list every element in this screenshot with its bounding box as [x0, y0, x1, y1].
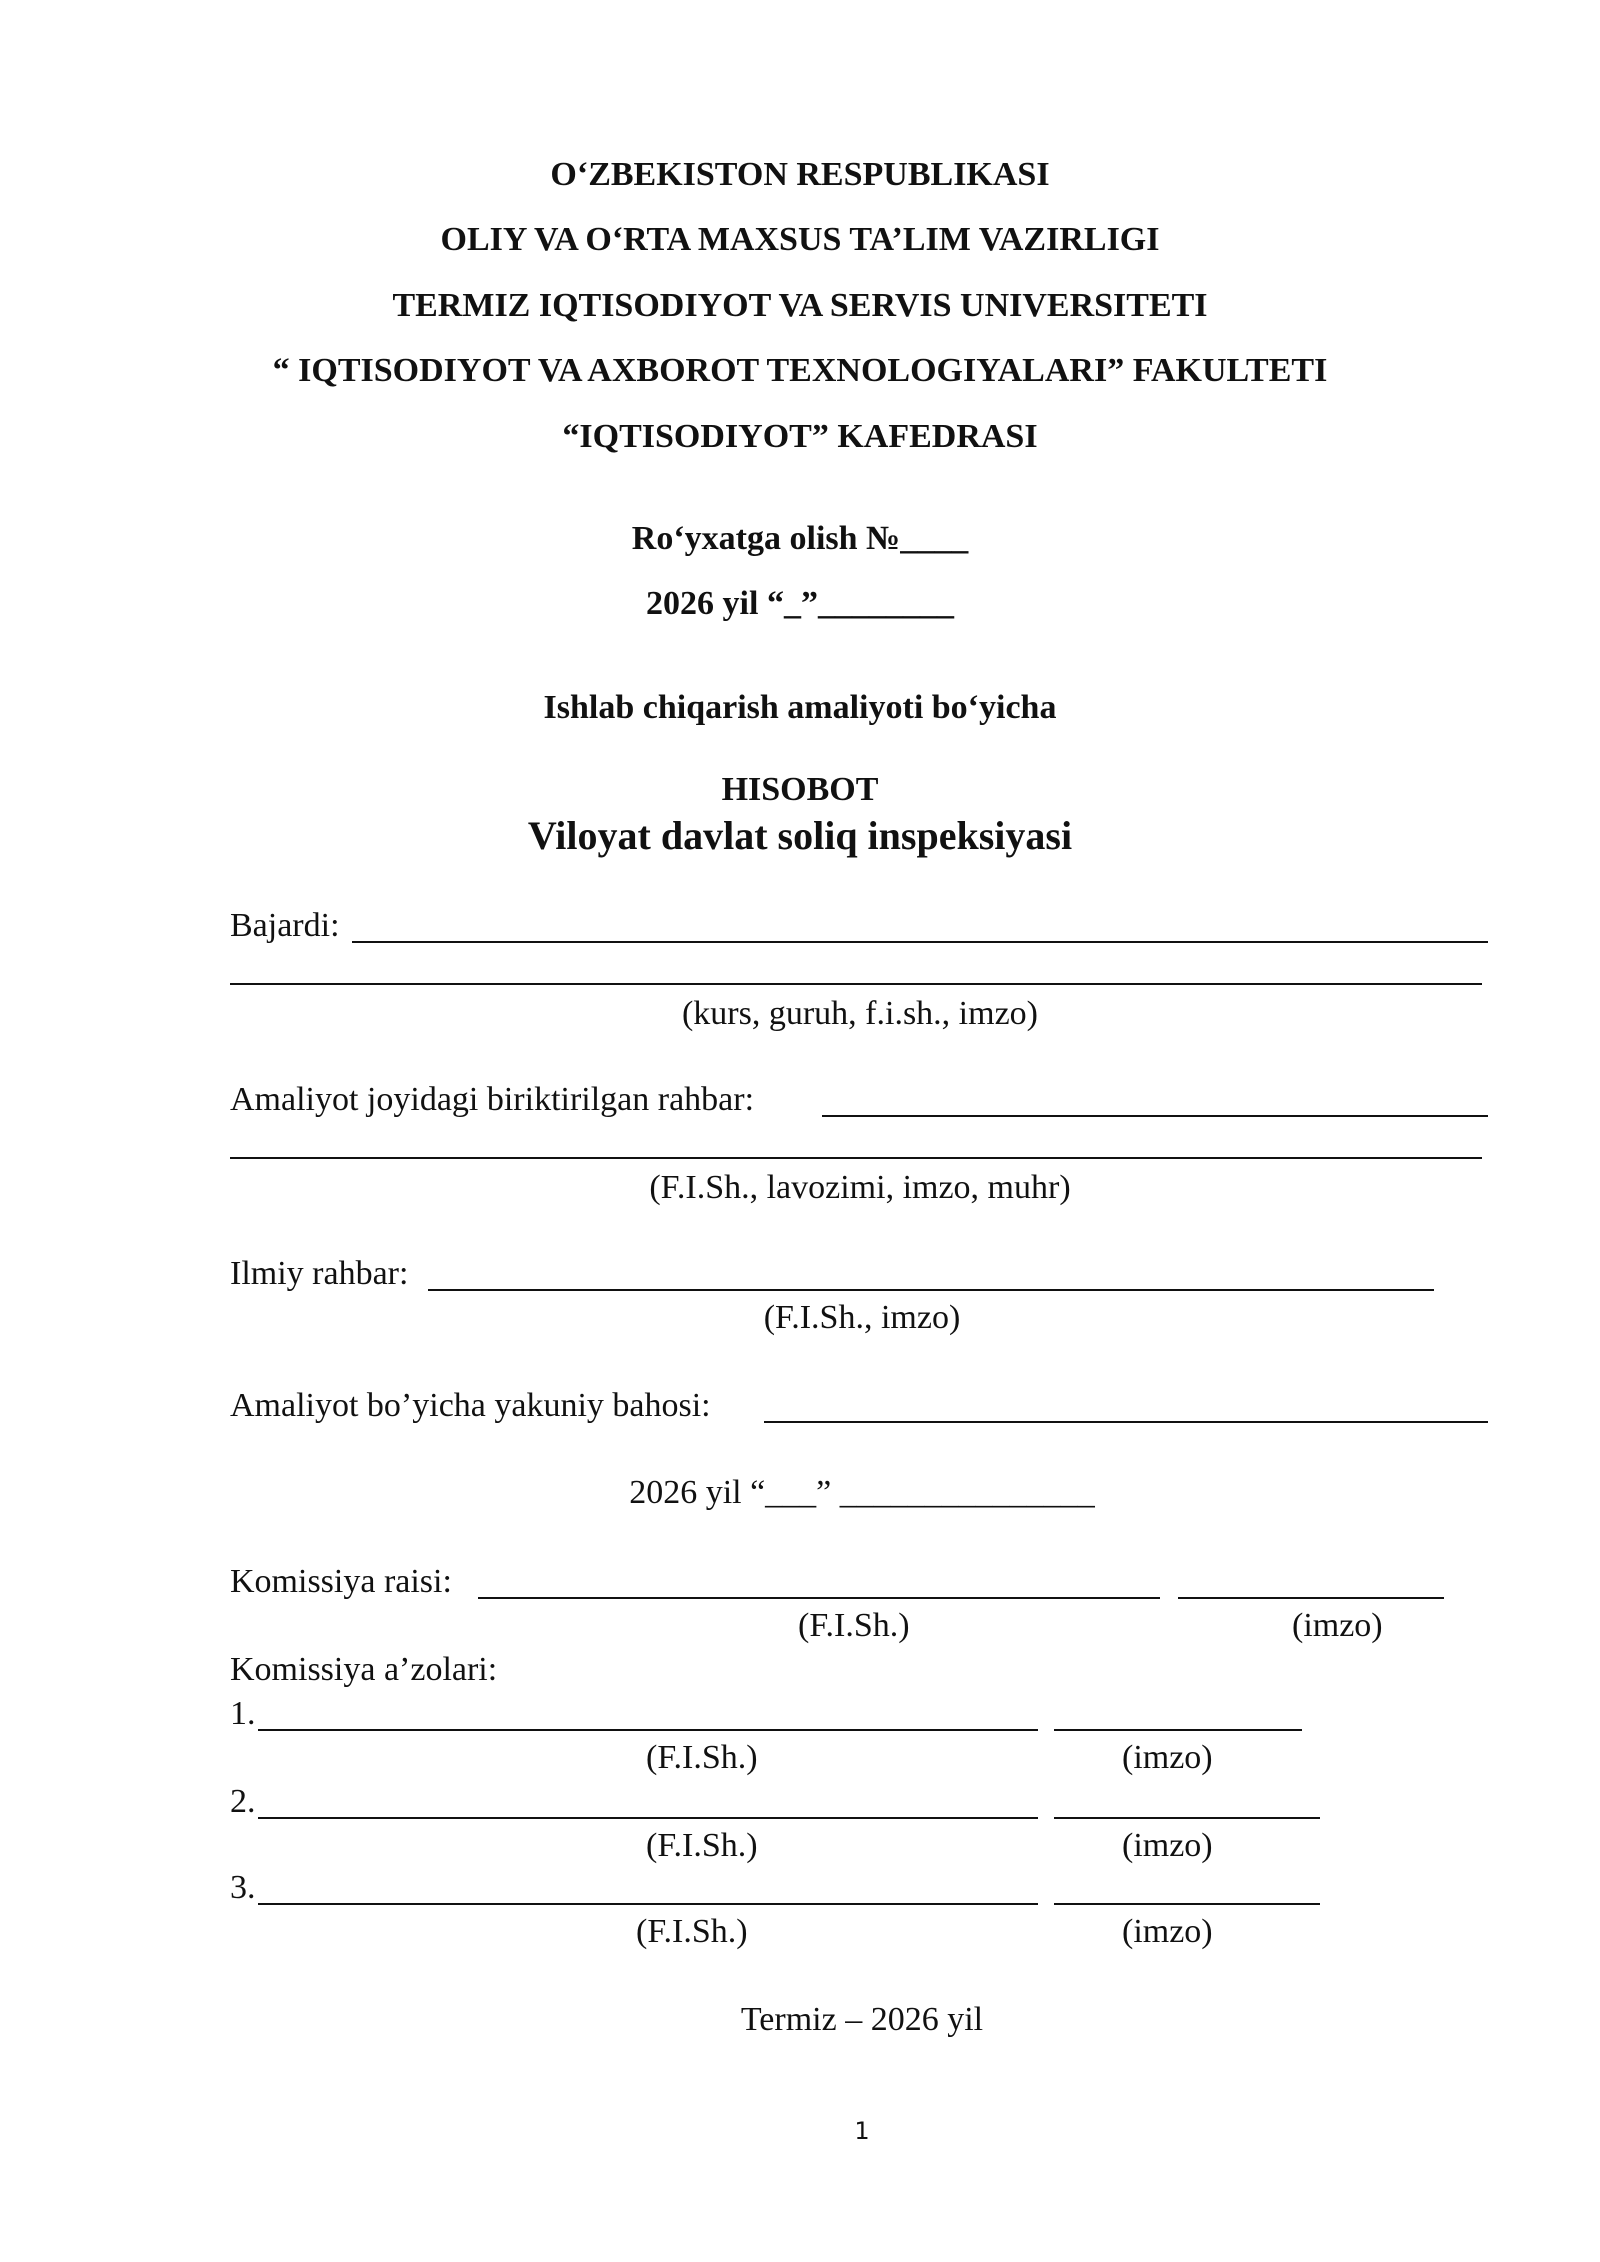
header-university: TERMIZ IQTISODIYOT VA SERVIS UNIVERSITETI: [392, 287, 1208, 324]
members-label: Komissiya a’zolari:: [230, 1651, 498, 1688]
header-faculty: “ IQTISODIYOT VA AXBOROT TEXNOLOGIYALARI” FAKULTETI: [272, 352, 1328, 389]
rahbar-label: Amaliyot joyidagi biriktirilgan rahbar:: [230, 1081, 755, 1118]
member-fish-hint: (F.I.Sh.): [636, 1913, 748, 1950]
baho-label: Amaliyot bo’yicha yakuniy bahosi:: [230, 1387, 711, 1424]
chair-label: Komissiya raisi:: [230, 1563, 452, 1600]
registration-date: 2026 yil “_”________: [646, 585, 954, 622]
chair-imzo-line[interactable]: [1178, 1597, 1444, 1599]
header-ministry: OLIY VA O‘RTA MAXSUS TA’LIM VAZIRLIGI: [440, 221, 1160, 258]
bajardi-label: Bajardi:: [230, 907, 340, 944]
header-department: “IQTISODIYOT” KAFEDRASI: [562, 418, 1038, 455]
ilmiy-label: Ilmiy rahbar:: [230, 1255, 409, 1292]
member-imzo-line[interactable]: [1054, 1729, 1302, 1731]
member-imzo-hint: (imzo): [1122, 1827, 1213, 1864]
report-organization: Viloyat davlat soliq inspeksiyasi: [527, 813, 1073, 858]
member-imzo-line[interactable]: [1054, 1903, 1320, 1905]
chair-fish-hint: (F.I.Sh.): [798, 1607, 910, 1644]
member-number: 3.: [230, 1869, 256, 1906]
rahbar-hint: (F.I.Sh., lavozimi, imzo, muhr): [649, 1169, 1071, 1206]
chair-fish-line[interactable]: [478, 1597, 1160, 1599]
bajardi-line-2[interactable]: [230, 983, 1482, 985]
rahbar-line[interactable]: [822, 1115, 1488, 1117]
date-line: 2026 yil “___” _______________: [629, 1474, 1095, 1511]
report-title: HISOBOT: [721, 771, 879, 808]
header-country: O‘ZBEKISTON RESPUBLIKASI: [550, 156, 1050, 193]
ilmiy-hint: (F.I.Sh., imzo): [763, 1299, 961, 1336]
rahbar-line-2[interactable]: [230, 1157, 1482, 1159]
member-fish-hint: (F.I.Sh.): [646, 1827, 758, 1864]
member-imzo-hint: (imzo): [1122, 1739, 1213, 1776]
bajardi-hint: (kurs, guruh, f.i.sh., imzo): [681, 995, 1038, 1032]
member-imzo-hint: (imzo): [1122, 1913, 1213, 1950]
member-fish-line[interactable]: [258, 1903, 1038, 1905]
chair-imzo-hint: (imzo): [1292, 1607, 1383, 1644]
registration-number: Ro‘yxatga olish №____: [631, 520, 969, 557]
report-subtitle: Ishlab chiqarish amaliyoti bo‘yicha: [543, 689, 1057, 726]
page-number: 1: [854, 2117, 870, 2145]
member-number: 1.: [230, 1695, 256, 1732]
member-fish-hint: (F.I.Sh.): [646, 1739, 758, 1776]
bajardi-line[interactable]: [352, 941, 1488, 943]
ilmiy-line[interactable]: [428, 1289, 1434, 1291]
member-number: 2.: [230, 1783, 256, 1820]
member-fish-line[interactable]: [258, 1817, 1038, 1819]
baho-line[interactable]: [764, 1421, 1488, 1423]
member-fish-line[interactable]: [258, 1729, 1038, 1731]
member-imzo-line[interactable]: [1054, 1817, 1320, 1819]
place-year: Termiz – 2026 yil: [740, 2001, 984, 2038]
